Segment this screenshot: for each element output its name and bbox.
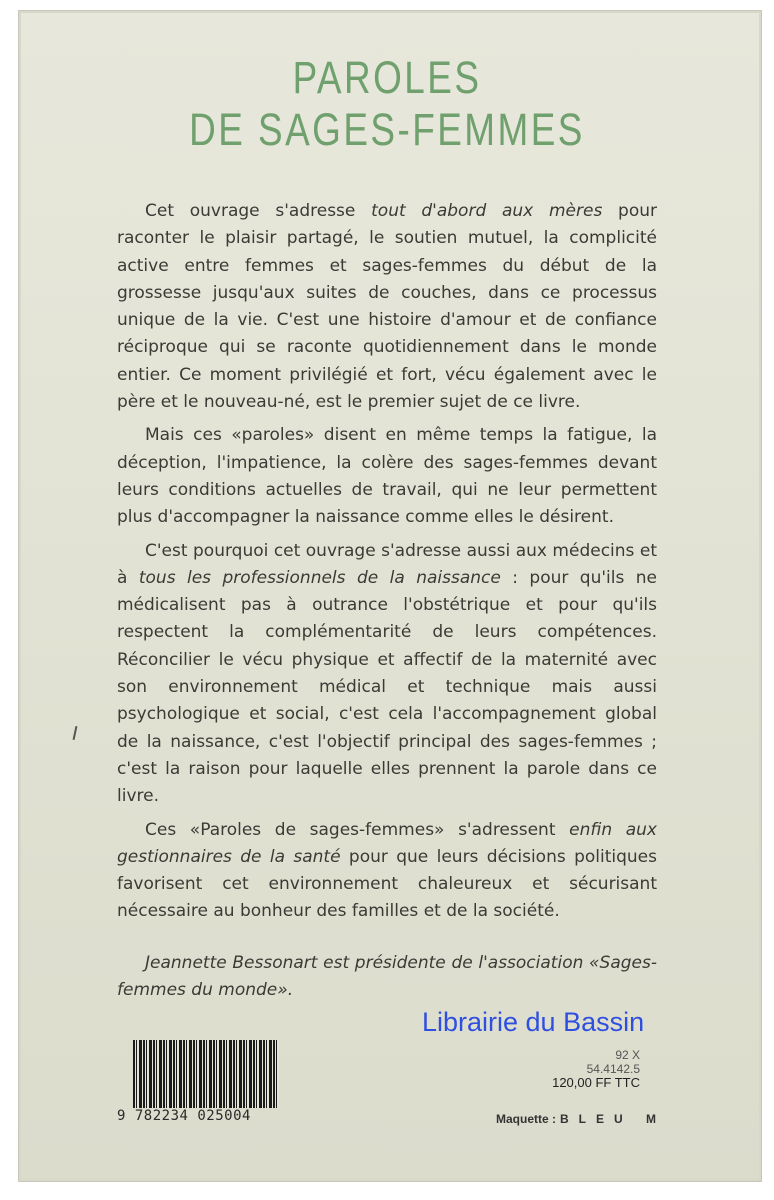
paragraph-4-text-a: Ces «Paroles de sages-femmes» s'adressent	[145, 819, 570, 840]
paragraph-3-text-a: C'est pourquoi cet ouvrage s'adresse aussi aux médecins et à	[117, 540, 657, 588]
maquette-brand: BLEU M	[560, 1112, 666, 1126]
barcode-bars	[133, 1040, 279, 1108]
paragraph-4-text-b: pour que leurs décisions politiques favorisent cet environnement chaleureux et sécurisant nécessaire au bonheur des familles et de la société.	[117, 846, 657, 922]
book-title	[70, 52, 705, 156]
paragraph-2: Mais ces «paroles» disent en même temps la fatigue, la déception, l'impatience, la colère des sages-femmes devant leurs conditions actuelles de travail, qui ne leur permettent plus d'accompagner la naissance comme elles le désirent.	[117, 425, 657, 528]
title-line-2: DE SAGES-FEMMES	[189, 104, 585, 155]
paragraph-1-emphasis: tout d'abord aux mères	[371, 201, 603, 221]
author-note-text: Jeannette Bessonart est présidente de l'association «Sages-femmes du monde».	[117, 952, 657, 1001]
title-line-1: PAROLES	[292, 52, 482, 103]
paragraph-3-text-b: : pour qu'ils ne médicalisent pas à outrance l'obstétrique et pour qu'ils respectent la complémentarité de leurs compétences. Réconcilier le vécu physique et affectif de la maternité avec son environnement médical et technique mais aussi psychologique et social, c'est cela l'accompagnement global de la naissance, c'est l'objectif principal des sages-femmes ; c'est la raison pour laquelle elles prennent la parole dans ce livre.	[117, 567, 658, 807]
paragraph-1-text-a: Cet ouvrage s'adresse	[145, 201, 372, 221]
code-line-3: 120,00 FF TTC	[552, 1075, 640, 1090]
paragraph-4	[117, 817, 657, 926]
paragraph-3	[117, 538, 657, 811]
author-note	[117, 950, 657, 1005]
paragraph-3-emphasis: tous les professionnels de la naissance	[138, 567, 501, 588]
paragraph-1	[117, 198, 657, 416]
blurb-text	[117, 198, 657, 1010]
maquette-label: Maquette :	[496, 1112, 556, 1126]
paragraph-1-text-b: pour raconter le plaisir partagé, le soutien mutuel, la complicité active entre femmes et sages-femmes du début de la grossesse jusqu'aux suites de couches, dans ce processus unique de la vie. C'est une histoire d'amour et de confiance réciproque qui se raconte quotidiennement dans le monde entier. Ce moment privilégié et fort, vécu également avec le père et le nouveau-né, est le premier sujet de ce livre.	[117, 201, 658, 413]
bookshop-watermark: Librairie du Bassin	[422, 1007, 645, 1037]
barcode-isbn: 9 782234 025004	[117, 1108, 251, 1124]
barcode	[117, 1040, 279, 1126]
maquette-credit	[496, 1112, 666, 1126]
code-line-1: 92 X	[615, 1048, 640, 1062]
code-line-2: 54.4142.5	[586, 1062, 640, 1076]
price-codes	[520, 1048, 640, 1090]
paragraph-4-emphasis: enfin aux gestionnaires de la santé	[117, 819, 657, 867]
